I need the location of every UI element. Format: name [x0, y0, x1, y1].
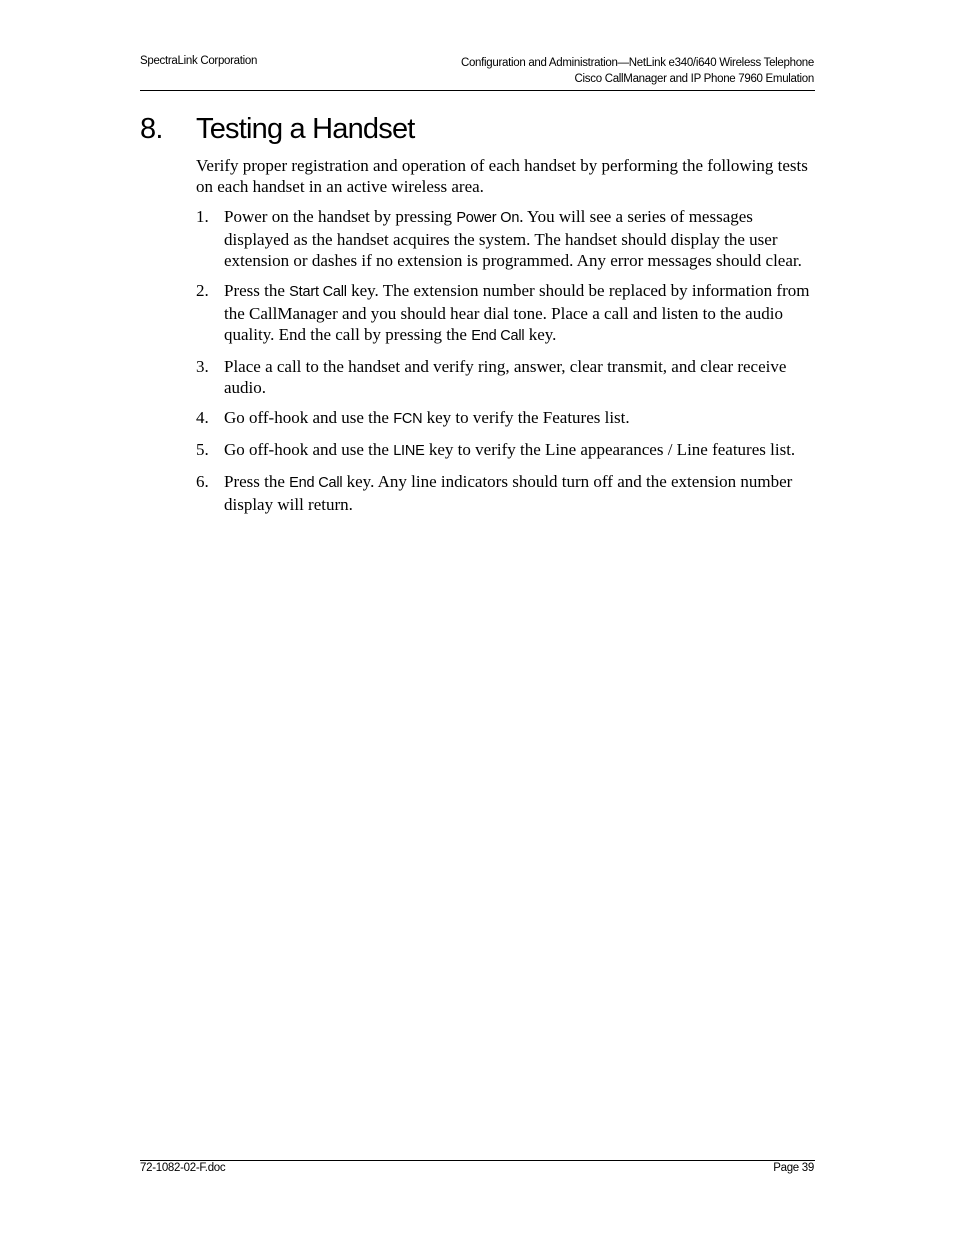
step-text: key. [524, 325, 557, 344]
footer-page-number: Page 39 [773, 1162, 814, 1174]
list-item-step-3 [196, 356, 821, 398]
footer-doc-id: 72-1082-02-F.doc [140, 1162, 226, 1174]
key-name: LINE [393, 443, 425, 459]
key-name: FCN [393, 411, 423, 427]
step-text: Place a call to the handset and verify ring, answer, clear transmit, and clear receive audio. [224, 357, 787, 397]
section-number: 8. [140, 113, 163, 145]
header-title-line1: Configuration and Administration—NetLink e340/i640 Wireless Telephone [460, 57, 814, 69]
step-text: Go off-hook and use the [224, 408, 394, 427]
step-text: key to verify the Line appearances / Line features list. [424, 440, 796, 459]
step-text: key to verify the Features list. [422, 408, 630, 427]
step-number: 6. [196, 472, 209, 491]
header-title-line2: Cisco CallManager and IP Phone 7960 Emulation [574, 73, 814, 85]
step-text: . You will see a series of messages displayed as the handset acquires the system. The handset should display the user extension or dashes if no extension is programmed. Any error messages should clear. [224, 207, 802, 270]
list-item-step-6 [196, 471, 821, 515]
step-number: 1. [196, 207, 209, 226]
step-text: key. The extension number should be replaced by information from the CallManager and you should hear dial tone. Place a call and listen to the audio quality. End the call by pressing the [224, 281, 810, 344]
step-text: Press the [224, 281, 290, 300]
step-number: 4. [196, 408, 209, 427]
header-company: SpectraLink Corporation [140, 55, 258, 67]
section-heading [140, 113, 415, 146]
intro-paragraph: Verify proper registration and operation of each handset by performing the following tests on each handset in an active wireless area. [196, 156, 808, 196]
footer-rule [140, 1160, 815, 1161]
step-number: 5. [196, 440, 209, 459]
step-text: Press the [224, 472, 290, 491]
header-rule [140, 90, 815, 91]
list-item-step-5 [196, 439, 821, 462]
key-name: End Call [471, 328, 525, 344]
list-item-step-1 [196, 206, 821, 271]
step-number: 2. [196, 281, 209, 300]
page-body [196, 155, 821, 524]
header-title [461, 55, 814, 87]
step-text: Power on the handset by pressing [224, 207, 457, 226]
section-title: Testing a Handset [196, 113, 415, 145]
test-steps-list [196, 206, 821, 515]
step-text: Go off-hook and use the [224, 440, 394, 459]
key-name: Power On [456, 210, 520, 226]
step-number: 3. [196, 357, 209, 376]
list-item-step-2 [196, 280, 821, 347]
list-item-step-4 [196, 407, 821, 430]
key-name: End Call [289, 475, 343, 491]
key-name: Start Call [289, 284, 347, 300]
step-text: key. Any line indicators should turn off and the extension number display will return. [224, 472, 793, 514]
